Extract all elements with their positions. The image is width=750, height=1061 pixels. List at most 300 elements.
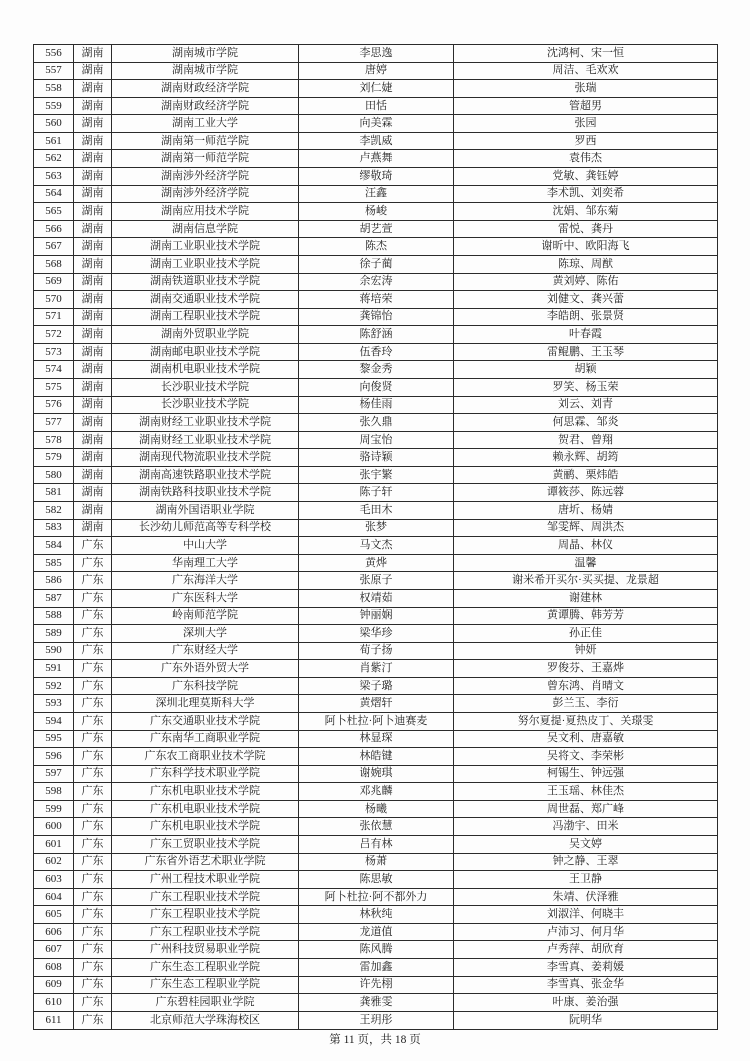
province-cell: 湖南	[74, 255, 112, 273]
table-row	[34, 748, 718, 766]
row-number-cell: 597	[34, 765, 74, 783]
table-row	[34, 150, 718, 168]
table-row	[34, 959, 718, 977]
table-row	[34, 642, 718, 660]
student-name-cell: 钟丽娴	[299, 607, 454, 625]
other-names-cell: 张瑞	[454, 80, 718, 98]
university-cell: 广东南华工商职业学院	[112, 730, 299, 748]
row-number-cell: 566	[34, 220, 74, 238]
row-number-cell: 561	[34, 132, 74, 150]
university-cell: 广东工程职业技术学院	[112, 923, 299, 941]
province-cell: 广东	[74, 853, 112, 871]
row-number-cell: 567	[34, 238, 74, 256]
other-names-cell: 陈琼、周猷	[454, 255, 718, 273]
province-cell: 湖南	[74, 484, 112, 502]
row-number-cell: 577	[34, 414, 74, 432]
university-cell: 广东海洋大学	[112, 572, 299, 590]
table-row	[34, 853, 718, 871]
student-name-cell: 蒋培荣	[299, 291, 454, 309]
university-cell: 广东碧桂园职业学院	[112, 994, 299, 1012]
row-number-cell: 605	[34, 906, 74, 924]
row-number-cell: 594	[34, 712, 74, 730]
university-cell: 湖南工业职业技术学院	[112, 255, 299, 273]
other-names-cell: 谭筱莎、陈远蓉	[454, 484, 718, 502]
province-cell: 广东	[74, 765, 112, 783]
table-row	[34, 783, 718, 801]
other-names-cell: 何思霖、邹炎	[454, 414, 718, 432]
table-row	[34, 994, 718, 1012]
student-name-cell: 张宇繁	[299, 466, 454, 484]
student-name-cell: 陈子轩	[299, 484, 454, 502]
other-names-cell: 李雪真、张金华	[454, 976, 718, 994]
table-row	[34, 923, 718, 941]
province-cell: 广东	[74, 923, 112, 941]
province-cell: 湖南	[74, 80, 112, 98]
table-row	[34, 238, 718, 256]
row-number-cell: 583	[34, 519, 74, 537]
row-number-cell: 573	[34, 343, 74, 361]
university-cell: 广东工程职业技术学院	[112, 888, 299, 906]
row-number-cell: 568	[34, 255, 74, 273]
row-number-cell: 574	[34, 361, 74, 379]
table-row	[34, 80, 718, 98]
university-cell: 长沙幼儿师范高等专科学校	[112, 519, 299, 537]
university-cell: 湖南交通职业技术学院	[112, 291, 299, 309]
table-row	[34, 976, 718, 994]
table-row	[34, 115, 718, 133]
province-cell: 湖南	[74, 220, 112, 238]
row-number-cell: 564	[34, 185, 74, 203]
table-row	[34, 1011, 718, 1029]
student-name-cell: 向俊贤	[299, 378, 454, 396]
roster-table-body	[34, 45, 718, 1030]
row-number-cell: 580	[34, 466, 74, 484]
university-cell: 湖南铁路科技职业技术学院	[112, 484, 299, 502]
table-row	[34, 765, 718, 783]
province-cell: 广东	[74, 836, 112, 854]
province-cell: 广东	[74, 871, 112, 889]
university-cell: 长沙职业技术学院	[112, 396, 299, 414]
province-cell: 广东	[74, 677, 112, 695]
student-name-cell: 胡艺萱	[299, 220, 454, 238]
university-cell: 湖南信息学院	[112, 220, 299, 238]
other-names-cell: 刘云、刘青	[454, 396, 718, 414]
university-cell: 湖南第一师范学院	[112, 150, 299, 168]
province-cell: 广东	[74, 730, 112, 748]
province-cell: 湖南	[74, 150, 112, 168]
other-names-cell: 温馨	[454, 554, 718, 572]
university-cell: 湖南涉外经济学院	[112, 168, 299, 186]
university-cell: 广东交通职业技术学院	[112, 712, 299, 730]
province-cell: 广东	[74, 994, 112, 1012]
row-number-cell: 600	[34, 818, 74, 836]
row-number-cell: 606	[34, 923, 74, 941]
row-number-cell: 562	[34, 150, 74, 168]
university-cell: 广东科技学院	[112, 677, 299, 695]
row-number-cell: 585	[34, 554, 74, 572]
student-name-cell: 陈杰	[299, 238, 454, 256]
table-row	[34, 712, 718, 730]
other-names-cell: 沈鸿柯、宋一恒	[454, 45, 718, 63]
university-cell: 岭南师范学院	[112, 607, 299, 625]
student-name-cell: 梁华珍	[299, 625, 454, 643]
student-name-cell: 林秋纯	[299, 906, 454, 924]
row-number-cell: 559	[34, 97, 74, 115]
other-names-cell: 罗笑、杨玉荣	[454, 378, 718, 396]
student-name-cell: 余宏涛	[299, 273, 454, 291]
table-row	[34, 836, 718, 854]
row-number-cell: 575	[34, 378, 74, 396]
table-row	[34, 625, 718, 643]
row-number-cell: 589	[34, 625, 74, 643]
province-cell: 湖南	[74, 238, 112, 256]
other-names-cell: 钟妍	[454, 642, 718, 660]
row-number-cell: 563	[34, 168, 74, 186]
student-name-cell: 荀子扬	[299, 642, 454, 660]
roster-table	[33, 44, 718, 1030]
student-name-cell: 杨峻	[299, 203, 454, 221]
table-row	[34, 677, 718, 695]
university-cell: 湖南邮电职业技术学院	[112, 343, 299, 361]
university-cell: 华南理工大学	[112, 554, 299, 572]
student-name-cell: 许先栩	[299, 976, 454, 994]
other-names-cell: 黄谭腾、韩芳芳	[454, 607, 718, 625]
student-name-cell: 林皓键	[299, 748, 454, 766]
province-cell: 湖南	[74, 326, 112, 344]
province-cell: 湖南	[74, 291, 112, 309]
university-cell: 湖南财政经济学院	[112, 97, 299, 115]
row-number-cell: 572	[34, 326, 74, 344]
row-number-cell: 565	[34, 203, 74, 221]
student-name-cell: 肖紫汀	[299, 660, 454, 678]
university-cell: 湖南铁道职业技术学院	[112, 273, 299, 291]
row-number-cell: 576	[34, 396, 74, 414]
university-cell: 湖南外贸职业学院	[112, 326, 299, 344]
university-cell: 湖南第一师范学院	[112, 132, 299, 150]
student-name-cell: 陈思敏	[299, 871, 454, 889]
table-row	[34, 185, 718, 203]
province-cell: 湖南	[74, 185, 112, 203]
student-name-cell: 阿卜杜拉·阿不都外力	[299, 888, 454, 906]
table-row	[34, 554, 718, 572]
university-cell: 广东省外语艺术职业学院	[112, 853, 299, 871]
province-cell: 广东	[74, 1011, 112, 1029]
student-name-cell: 权靖茹	[299, 589, 454, 607]
table-row	[34, 484, 718, 502]
province-cell: 广东	[74, 589, 112, 607]
province-cell: 湖南	[74, 361, 112, 379]
university-cell: 深圳北理莫斯科大学	[112, 695, 299, 713]
province-cell: 广东	[74, 818, 112, 836]
province-cell: 广东	[74, 712, 112, 730]
university-cell: 湖南财经工业职业技术学院	[112, 431, 299, 449]
table-row	[34, 255, 718, 273]
student-name-cell: 伍香玲	[299, 343, 454, 361]
other-names-cell: 黄鹂、栗炜皓	[454, 466, 718, 484]
university-cell: 湖南工业职业技术学院	[112, 238, 299, 256]
university-cell: 湖南外国语职业学院	[112, 502, 299, 520]
table-row	[34, 220, 718, 238]
province-cell: 湖南	[74, 97, 112, 115]
student-name-cell: 田恬	[299, 97, 454, 115]
student-name-cell: 林显琛	[299, 730, 454, 748]
university-cell: 湖南高速铁路职业技术学院	[112, 466, 299, 484]
student-name-cell: 周宝怡	[299, 431, 454, 449]
row-number-cell: 608	[34, 959, 74, 977]
province-cell: 湖南	[74, 62, 112, 80]
other-names-cell: 邹雯辉、周洪杰	[454, 519, 718, 537]
university-cell: 广东生态工程职业学院	[112, 959, 299, 977]
other-names-cell: 谢昕中、欧阳海飞	[454, 238, 718, 256]
row-number-cell: 586	[34, 572, 74, 590]
university-cell: 广东工程职业技术学院	[112, 906, 299, 924]
student-name-cell: 吕有林	[299, 836, 454, 854]
row-number-cell: 596	[34, 748, 74, 766]
province-cell: 湖南	[74, 132, 112, 150]
province-cell: 广东	[74, 800, 112, 818]
province-cell: 广东	[74, 695, 112, 713]
other-names-cell: 钟之静、王翠	[454, 853, 718, 871]
province-cell: 广东	[74, 642, 112, 660]
row-number-cell: 610	[34, 994, 74, 1012]
row-number-cell: 595	[34, 730, 74, 748]
student-name-cell: 谢婉琪	[299, 765, 454, 783]
student-name-cell: 向美霖	[299, 115, 454, 133]
other-names-cell: 管超男	[454, 97, 718, 115]
table-row	[34, 519, 718, 537]
student-name-cell: 刘仁婕	[299, 80, 454, 98]
student-name-cell: 黎金秀	[299, 361, 454, 379]
table-row	[34, 871, 718, 889]
table-row	[34, 660, 718, 678]
row-number-cell: 581	[34, 484, 74, 502]
province-cell: 广东	[74, 554, 112, 572]
row-number-cell: 584	[34, 537, 74, 555]
student-name-cell: 张依慧	[299, 818, 454, 836]
table-row	[34, 378, 718, 396]
table-row	[34, 800, 718, 818]
student-name-cell: 唐婷	[299, 62, 454, 80]
row-number-cell: 602	[34, 853, 74, 871]
student-name-cell: 张原子	[299, 572, 454, 590]
student-name-cell: 马文杰	[299, 537, 454, 555]
table-row	[34, 62, 718, 80]
university-cell: 湖南现代物流职业技术学院	[112, 449, 299, 467]
table-row	[34, 343, 718, 361]
table-row	[34, 888, 718, 906]
province-cell: 湖南	[74, 273, 112, 291]
table-row	[34, 572, 718, 590]
university-cell: 广东工贸职业技术学院	[112, 836, 299, 854]
other-names-cell: 李术凯、刘奕希	[454, 185, 718, 203]
other-names-cell: 叶康、姜治强	[454, 994, 718, 1012]
university-cell: 湖南应用技术学院	[112, 203, 299, 221]
university-cell: 广东机电职业技术学院	[112, 800, 299, 818]
university-cell: 湖南工业大学	[112, 115, 299, 133]
student-name-cell: 黄烨	[299, 554, 454, 572]
university-cell: 广东农工商职业技术学院	[112, 748, 299, 766]
other-names-cell: 吴将文、李荣彬	[454, 748, 718, 766]
row-number-cell: 570	[34, 291, 74, 309]
other-names-cell: 谢米希开买尔·买买提、龙景超	[454, 572, 718, 590]
province-cell: 湖南	[74, 115, 112, 133]
other-names-cell: 彭兰玉、李衍	[454, 695, 718, 713]
other-names-cell: 王卫静	[454, 871, 718, 889]
other-names-cell: 孙正佳	[454, 625, 718, 643]
other-names-cell: 谢建林	[454, 589, 718, 607]
other-names-cell: 朱靖、伏泽雅	[454, 888, 718, 906]
other-names-cell: 柯锡生、钟远强	[454, 765, 718, 783]
table-row	[34, 168, 718, 186]
row-number-cell: 598	[34, 783, 74, 801]
university-cell: 广东外语外贸大学	[112, 660, 299, 678]
university-cell: 深圳大学	[112, 625, 299, 643]
university-cell: 广东科学技术职业学院	[112, 765, 299, 783]
other-names-cell: 胡颖	[454, 361, 718, 379]
other-names-cell: 雷悦、龚丹	[454, 220, 718, 238]
other-names-cell: 唐圻、杨婧	[454, 502, 718, 520]
province-cell: 广东	[74, 959, 112, 977]
other-names-cell: 努尔夏提·夏热皮丁、关璟雯	[454, 712, 718, 730]
row-number-cell: 556	[34, 45, 74, 63]
university-cell: 湖南财经工业职业技术学院	[112, 414, 299, 432]
table-row	[34, 502, 718, 520]
university-cell: 北京师范大学珠海校区	[112, 1011, 299, 1029]
province-cell: 湖南	[74, 45, 112, 63]
table-row	[34, 45, 718, 63]
row-number-cell: 611	[34, 1011, 74, 1029]
student-name-cell: 李思逸	[299, 45, 454, 63]
student-name-cell: 龚雅雯	[299, 994, 454, 1012]
university-cell: 广州工程技术职业学院	[112, 871, 299, 889]
province-cell: 湖南	[74, 396, 112, 414]
table-row	[34, 414, 718, 432]
row-number-cell: 578	[34, 431, 74, 449]
row-number-cell: 592	[34, 677, 74, 695]
table-row	[34, 537, 718, 555]
row-number-cell: 588	[34, 607, 74, 625]
row-number-cell: 582	[34, 502, 74, 520]
province-cell: 广东	[74, 607, 112, 625]
table-row	[34, 203, 718, 221]
other-names-cell: 周晶、林仪	[454, 537, 718, 555]
university-cell: 湖南财政经济学院	[112, 80, 299, 98]
row-number-cell: 560	[34, 115, 74, 133]
student-name-cell: 王玥彤	[299, 1011, 454, 1029]
province-cell: 湖南	[74, 466, 112, 484]
student-name-cell: 龙道值	[299, 923, 454, 941]
student-name-cell: 陈舒涵	[299, 326, 454, 344]
university-cell: 广东医科大学	[112, 589, 299, 607]
province-cell: 湖南	[74, 343, 112, 361]
other-names-cell: 卢秀萍、胡欣育	[454, 941, 718, 959]
university-cell: 广东财经大学	[112, 642, 299, 660]
province-cell: 广东	[74, 906, 112, 924]
row-number-cell: 557	[34, 62, 74, 80]
table-row	[34, 132, 718, 150]
table-row	[34, 326, 718, 344]
page-footer: 第 11 页，共 18 页	[329, 1034, 421, 1046]
other-names-cell: 张园	[454, 115, 718, 133]
other-names-cell: 李雪真、姜莉媛	[454, 959, 718, 977]
student-name-cell: 张久鼎	[299, 414, 454, 432]
row-number-cell: 569	[34, 273, 74, 291]
table-row	[34, 730, 718, 748]
other-names-cell: 贺君、曾翔	[454, 431, 718, 449]
province-cell: 广东	[74, 976, 112, 994]
table-row	[34, 361, 718, 379]
row-number-cell: 604	[34, 888, 74, 906]
province-cell: 湖南	[74, 414, 112, 432]
university-cell: 湖南机电职业技术学院	[112, 361, 299, 379]
row-number-cell: 607	[34, 941, 74, 959]
row-number-cell: 603	[34, 871, 74, 889]
row-number-cell: 599	[34, 800, 74, 818]
other-names-cell: 吴文利、唐嘉敏	[454, 730, 718, 748]
university-cell: 湖南城市学院	[112, 62, 299, 80]
student-name-cell: 杨佳雨	[299, 396, 454, 414]
row-number-cell: 601	[34, 836, 74, 854]
student-name-cell: 骆诗颖	[299, 449, 454, 467]
province-cell: 广东	[74, 783, 112, 801]
row-number-cell: 587	[34, 589, 74, 607]
university-cell: 广东机电职业技术学院	[112, 818, 299, 836]
province-cell: 广东	[74, 537, 112, 555]
row-number-cell: 609	[34, 976, 74, 994]
province-cell: 湖南	[74, 519, 112, 537]
student-name-cell: 雷加鑫	[299, 959, 454, 977]
province-cell: 广东	[74, 748, 112, 766]
university-cell: 广州科技贸易职业学院	[112, 941, 299, 959]
other-names-cell: 袁伟杰	[454, 150, 718, 168]
row-number-cell: 590	[34, 642, 74, 660]
student-name-cell: 缪敬琦	[299, 168, 454, 186]
province-cell: 广东	[74, 572, 112, 590]
other-names-cell: 雷鲲鹏、王玉琴	[454, 343, 718, 361]
student-name-cell: 徐子蔺	[299, 255, 454, 273]
other-names-cell: 刘淑洋、何晓丰	[454, 906, 718, 924]
row-number-cell: 591	[34, 660, 74, 678]
university-cell: 湖南工程职业技术学院	[112, 308, 299, 326]
province-cell: 湖南	[74, 431, 112, 449]
province-cell: 广东	[74, 660, 112, 678]
other-names-cell: 罗西	[454, 132, 718, 150]
table-row	[34, 449, 718, 467]
other-names-cell: 李皓朗、张景贤	[454, 308, 718, 326]
university-cell: 长沙职业技术学院	[112, 378, 299, 396]
other-names-cell: 叶春霞	[454, 326, 718, 344]
other-names-cell: 曾东鸿、肖晴文	[454, 677, 718, 695]
student-name-cell: 张梦	[299, 519, 454, 537]
university-cell: 湖南城市学院	[112, 45, 299, 63]
student-name-cell: 黄熠轩	[299, 695, 454, 713]
province-cell: 广东	[74, 888, 112, 906]
other-names-cell: 黄刘婷、陈佑	[454, 273, 718, 291]
row-number-cell: 558	[34, 80, 74, 98]
province-cell: 湖南	[74, 378, 112, 396]
table-row	[34, 273, 718, 291]
student-name-cell: 龚锦怡	[299, 308, 454, 326]
other-names-cell: 党敏、龚钰婷	[454, 168, 718, 186]
student-name-cell: 杨曦	[299, 800, 454, 818]
table-row	[34, 607, 718, 625]
other-names-cell: 周世磊、郑广峰	[454, 800, 718, 818]
university-cell: 中山大学	[112, 537, 299, 555]
table-row	[34, 396, 718, 414]
table-row	[34, 466, 718, 484]
province-cell: 广东	[74, 625, 112, 643]
university-cell: 广东生态工程职业学院	[112, 976, 299, 994]
